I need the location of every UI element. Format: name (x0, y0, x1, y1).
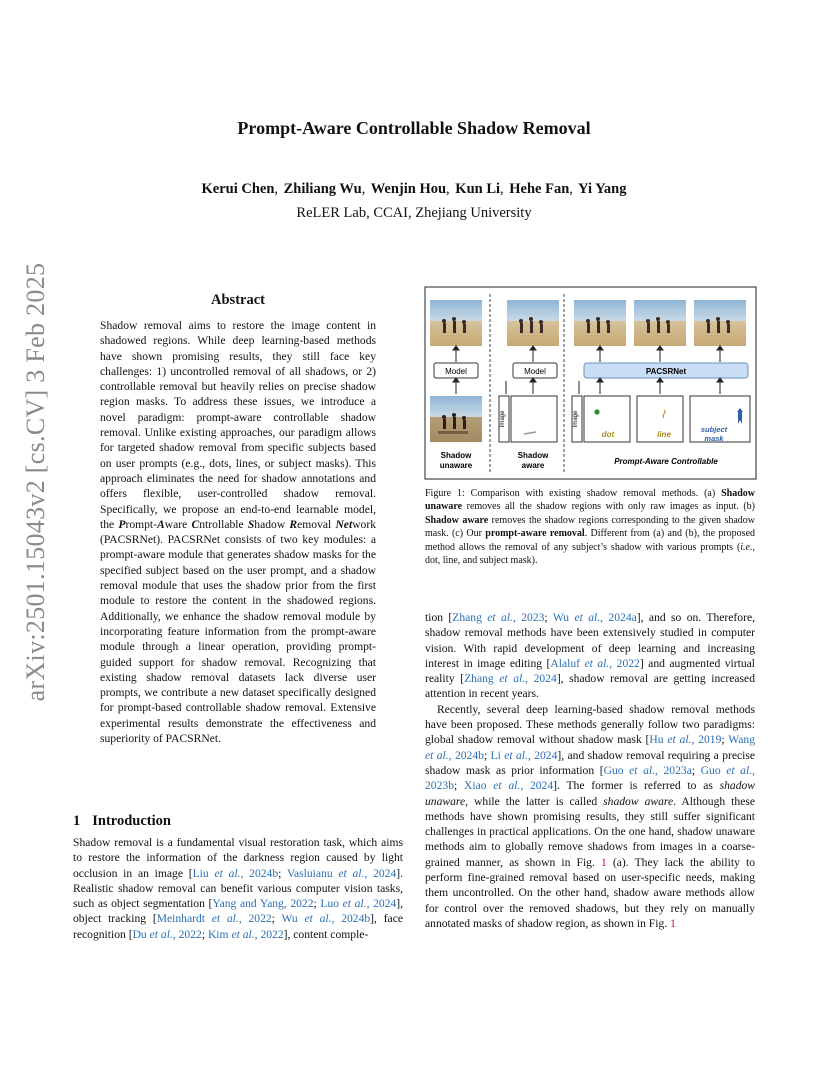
paragraph: tion [Zhang et al., 2023; Wu et al., 2024a], and so on. Therefore, shadow removal methods have been extensively studied in computer vision. With rapid development of deep learning and increasing interest in image editing [Alaluf et al., 2022] and augmented virtual reality [Zhang et al., 2024], shadow removal are getting increased attention in recent years. (425, 611, 756, 701)
citation-link[interactable]: Yang and Yang, 2022 (212, 897, 314, 911)
pacsrnet-label: PACSRNet (645, 367, 687, 376)
panel-label: Prompt-Aware Controllable (614, 457, 718, 466)
author-name: Yi Yang (578, 181, 627, 197)
citation-link[interactable]: Vasluianu et al., 2024 (286, 866, 397, 880)
panel-label: unaware (439, 461, 473, 470)
paragraph: Recently, several deep learning-based shadow removal methods have been proposed. These methods generally follow two paradigms: global shadow removal without shadow mask [Hu et al., 2019; Wang et al., 2024b; Li et al., 2024], and shadow removal requiring a precise shadow mask as prior information [Guo et al., 2023a; Guo et al., 2023b; Xiao et al., 2024]. The former is referred to as shadow unaware, while the latter is called shadow aware. Although these methods have shown promising results, they still suffer significant challenges in practical applications. On the one hand, shadow unaware methods aim to globally remove shadows from images in a coarse-grained manner, as shown in Fig. 1 (a). They lack the ability to perform fine-grained removal based on user-specific needs, making them uncontrolled. On the other hand, shadow aware methods allow for control over the removed shadows, but they rely on manually annotated masks of shadow region, as shown in Fig. 1 (425, 702, 756, 930)
citation-link[interactable]: Du et al., 2022 (132, 927, 202, 941)
figure-1-diagram (424, 286, 757, 480)
citation-link[interactable]: Kim et al., 2022 (207, 927, 284, 941)
abstract-body: Shadow removal aims to restore the image content in shadowed regions. While deep learning-based methods have shown promising results, they still face key challenges: 1) uncontrolled removal of all shadows, or 2) controllable removal but heavily relies on precise shadow region masks. To address these issues, we introduce a novel paradigm: prompt-aware controllable shadow removal. Unlike existing approaches, our paradigm allows for targeted shadow removal from specific subjects based on user prompts (e.g., dots, lines, or subject masks). This approach eliminates the need for shadow annotations and offers flexible, user-controlled shadow removal. Specifically, we propose an end-to-end learnable model, the Prompt-Aware Cntrollable Shadow Removal Network (PACSRNet). PACSRNet consists of two key modules: a prompt-aware module that generates shadow masks for the specified subject based on the user prompt, and a shadow removal module that uses the shadow prior from the first module to restore the content in the shadowed regions. Additionally, we enhance the shadow removal module by incorporating feature information from the prompt-aware module through a linear operation, providing prompt-guided support for shadow removal. Recognizing that existing shadow removal datasets lack diverse user prompts, we contribute a new dataset specifically designed for prompt-based controllable shadow removal. Extensive experimental results demonstrate the effectiveness and superiority of PACSRNet. (100, 319, 377, 746)
citation-link[interactable]: Wu et al., 2024a (552, 611, 637, 624)
citation-link[interactable]: Meinhardt et al., 2022 (156, 912, 272, 926)
figure-reference-link[interactable]: 1 (670, 916, 676, 930)
model-label: Model (445, 367, 467, 376)
paper-title: Prompt-Aware Controllable Shadow Removal (237, 118, 591, 138)
figure-caption: Figure 1: Comparison with existing shadow removal methods. (a) Shadow unaware removes all the shadow regions with only raw images as input. (b) Shadow aware removes the shadow regions corresponding to the given shadow mask. (c) Our prompt-aware removal. Different from (a) and (b), the proposed method allows the removal of any subject’s shadow with various prompts (i.e., dot, line, and subject mask). (425, 488, 756, 567)
author-name: Hehe Fan (509, 181, 570, 197)
input-photo-a (430, 396, 482, 442)
citation-link[interactable]: Wang et al., 2024b (425, 733, 755, 762)
image-strip-label: Image (573, 410, 579, 428)
panel-label: aware (521, 461, 545, 470)
dot-prompt-mark (594, 409, 599, 414)
figure-1 (424, 286, 757, 480)
intro-paragraph: Shadow removal is a fundamental visual restoration task, which aims to restore the information of the darkness region caused by light occlusion in an image [Liu et al., 2024b; Vasluianu et al., 2024]. Realistic shadow removal can benefit various computer vision tasks, such as object segmentation [Yang and Yang, 2022; Luo et al., 2024], object tracking [Meinhardt et al., 2022; Wu et al., 2024b], face recognition [Du et al., 2022; Kim et al., 2022], content comple- (73, 836, 404, 941)
citation-link[interactable]: Xiao et al., 2024 (463, 779, 554, 793)
author-name: Kerui Chen (201, 181, 275, 197)
dot-label: dot (601, 430, 615, 439)
image-strip-label: Image (500, 410, 506, 428)
author-name: Kun Li (455, 181, 501, 197)
author-name: Wenjin Hou (370, 181, 447, 197)
citation-link[interactable]: Guo et al., 2023b (425, 763, 756, 793)
author-list: Kerui Chen, Zhiliang Wu, Wenjin Hou, Kun Li, Hehe Fan, Yi Yang (201, 181, 627, 197)
citation-link[interactable]: Wu et al., 2024b (281, 912, 371, 926)
panel-label: Shadow (517, 451, 549, 460)
affiliation: ReLER Lab, CCAI, Zhejiang University (296, 205, 532, 221)
figure-reference-link[interactable]: 1 (601, 855, 607, 869)
abstract-heading: Abstract (211, 292, 265, 308)
output-photo-a (430, 300, 482, 346)
line-label: line (657, 430, 671, 439)
citation-link[interactable]: Alaluf et al., 2022 (550, 656, 640, 670)
citation-link[interactable]: Luo et al., 2024 (320, 897, 397, 911)
citation-link[interactable]: Hu et al., 2019 (649, 733, 722, 747)
citation-link[interactable]: Guo et al., 2023a (603, 763, 692, 777)
section-heading: 1 Introduction (73, 813, 171, 829)
output-photo-b (507, 300, 559, 346)
output-photo-c3 (694, 300, 746, 346)
citation-link[interactable]: Liu et al., 2024b (192, 866, 279, 880)
right-column-text (425, 610, 755, 931)
shadow-mask-input (511, 396, 557, 442)
output-photo-c1 (574, 300, 626, 346)
model-label: Model (524, 367, 546, 376)
citation-link[interactable]: Li et al., 2024 (490, 748, 558, 762)
author-name: Zhiliang Wu (283, 181, 362, 197)
citation-link[interactable]: Zhang et al., 2024 (464, 672, 557, 686)
mask-label: mask (704, 434, 724, 443)
output-photo-c2 (634, 300, 686, 346)
citation-link[interactable]: Zhang et al., 2023 (452, 611, 545, 624)
panel-label: Shadow (440, 451, 472, 460)
arxiv-identifier: arXiv:2501.15043v2 [cs.CV] 3 Feb 2025 (21, 262, 50, 702)
subject-label: subject (700, 425, 728, 434)
